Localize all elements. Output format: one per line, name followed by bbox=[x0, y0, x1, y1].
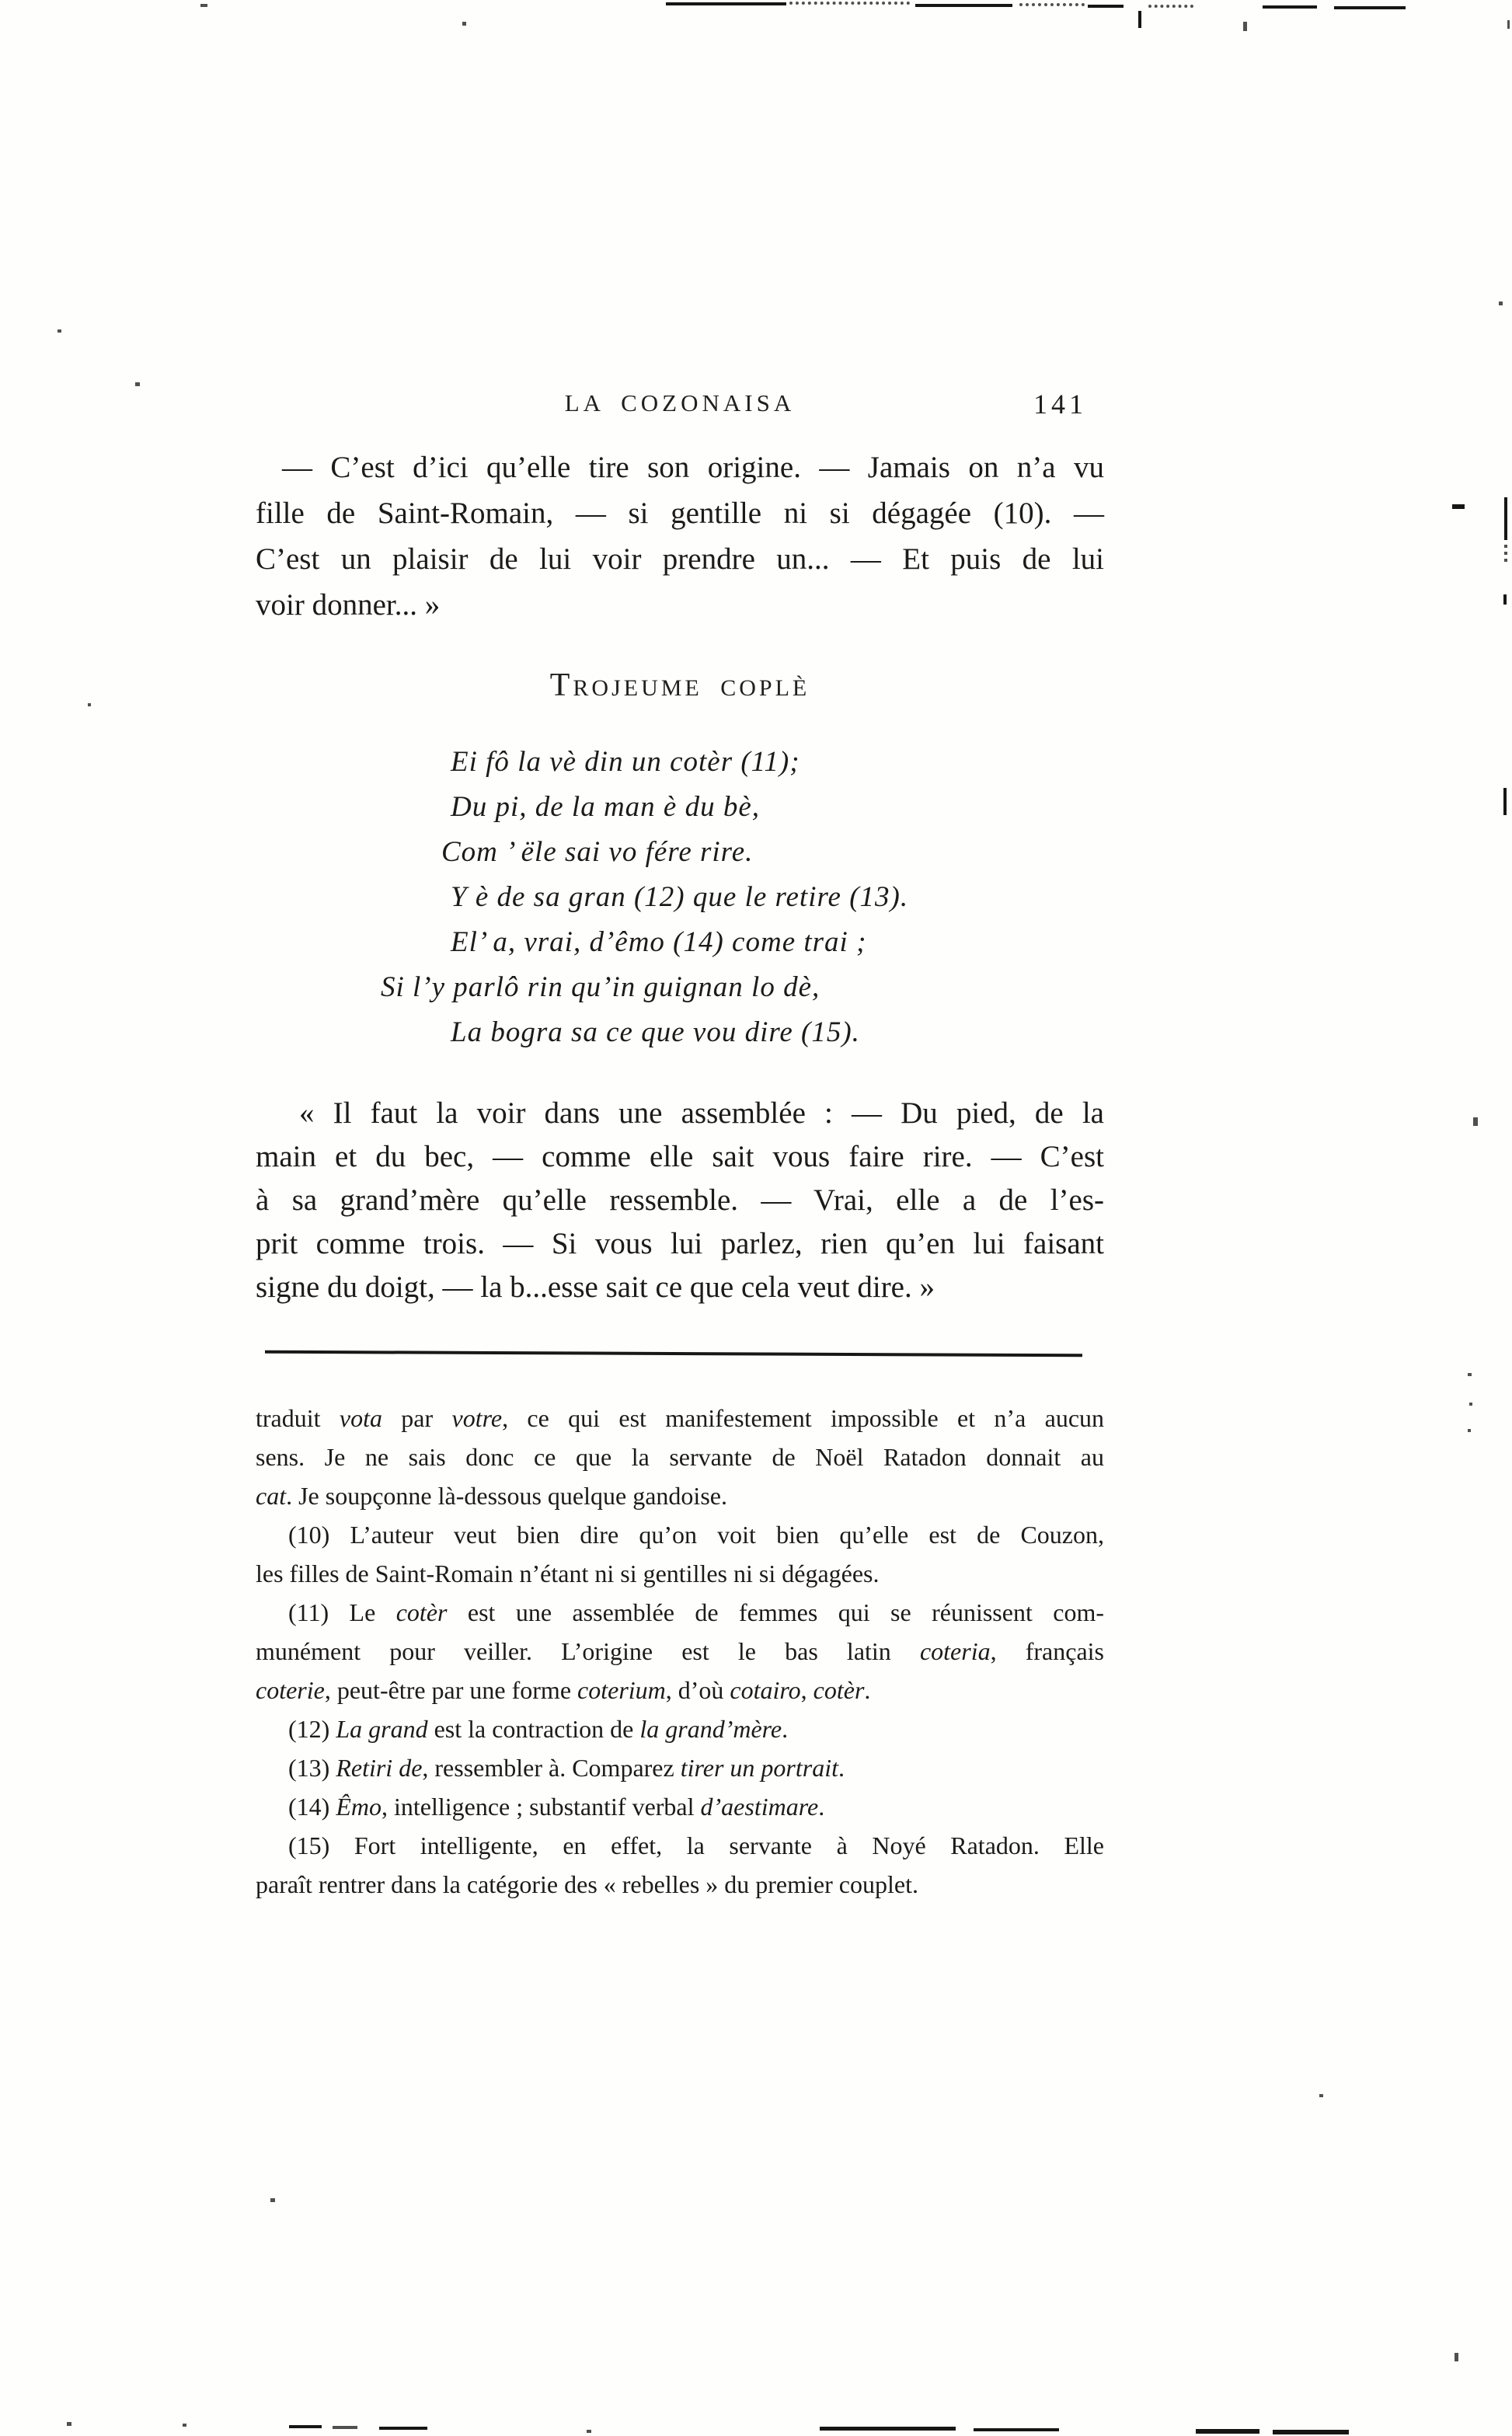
footnote-12 bbox=[256, 1709, 1104, 1748]
scan-artifact bbox=[1499, 301, 1503, 305]
text-line: Si l’y parlô rin qu’in guignan lo dè, bbox=[381, 971, 820, 1003]
text-line: C’est un plaisir de lui voir prendre un... — Et puis de lui bbox=[256, 542, 1104, 576]
scan-artifact bbox=[1504, 552, 1507, 555]
scan-artifact bbox=[1503, 788, 1507, 815]
text-line: main et du bec, — comme elle sait vous faire rire. — C’est bbox=[256, 1140, 1104, 1173]
scan-artifact bbox=[88, 703, 91, 706]
scan-artifact bbox=[1319, 2094, 1323, 2097]
scan-artifact bbox=[379, 2427, 427, 2430]
text-line: El’ a, vrai, d’êmo (14) come trai ; bbox=[451, 926, 867, 958]
scan-artifact bbox=[462, 22, 466, 26]
text-line: Y è de sa gran (12) que le retire (13). bbox=[451, 881, 909, 913]
scan-artifact bbox=[915, 4, 1012, 7]
text-line: Ei fô la vè din un cotèr (11); bbox=[451, 746, 800, 778]
scan-artifact bbox=[1468, 1429, 1471, 1432]
scan-artifact bbox=[1455, 2353, 1458, 2361]
scan-artifact bbox=[1504, 559, 1507, 562]
text-line: à sa grand’mère qu’elle ressemble. — Vrai, elle a de l’es- bbox=[256, 1183, 1104, 1217]
scan-artifact bbox=[1452, 504, 1465, 509]
scan-artifact bbox=[1243, 22, 1247, 31]
page-title: LA COZONAISA bbox=[564, 389, 796, 416]
text-line: munément pour veiller. L’origine est le bas latin coteria, français bbox=[256, 1637, 1105, 1665]
section-heading: TROJEUME COPLÈ bbox=[549, 667, 810, 703]
scan-artifact bbox=[1473, 1117, 1478, 1126]
scan-artifact bbox=[1148, 5, 1193, 11]
footnote-15 bbox=[256, 1826, 1104, 1904]
scan-artifact bbox=[183, 2424, 186, 2427]
text-line: fille de Saint-Romain, — si gentille ni si dégagée (10). — bbox=[256, 497, 1104, 530]
paragraph-opening bbox=[256, 444, 1104, 628]
text-line: La bogra sa ce que vou dire (15). bbox=[451, 1016, 860, 1048]
verse-couplet bbox=[381, 740, 909, 1055]
scan-artifact bbox=[1263, 5, 1317, 9]
text-line: — C’est d’ici qu’elle tire son origine. — Jamais on n’a vu bbox=[282, 451, 1104, 484]
footnote-continuation bbox=[256, 1399, 1104, 1515]
footnote-10 bbox=[256, 1515, 1104, 1593]
footnotes bbox=[256, 1399, 1104, 1904]
running-header bbox=[256, 389, 1104, 420]
text-line: signe du doigt, — la b...esse sait ce que cela veut dire. » bbox=[256, 1270, 935, 1304]
text-line: (13) Retiri de, ressembler à. Comparez tirer un portrait. bbox=[288, 1754, 845, 1782]
scan-artifact bbox=[1503, 594, 1507, 605]
scan-artifact bbox=[1504, 497, 1507, 540]
footnote-13 bbox=[256, 1748, 1104, 1787]
text-line: (15) Fort intelligente, en effet, la servante à Noyé Ratadon. Elle bbox=[288, 1831, 1104, 1859]
text-line: (10) L’auteur veut bien dire qu’on voit bien qu’elle est de Couzon, bbox=[288, 1521, 1104, 1549]
scan-artifact bbox=[1504, 545, 1507, 548]
text-line: cat. Je soupçonne là-dessous quelque gandoise. bbox=[256, 1482, 727, 1510]
footnote-separator bbox=[265, 1350, 1082, 1357]
scan-artifact bbox=[1334, 6, 1406, 9]
scan-artifact bbox=[1138, 11, 1141, 28]
text-line: (12) La grand est la contraction de la grand’mère. bbox=[288, 1715, 789, 1743]
scan-artifact bbox=[67, 2422, 71, 2426]
scan-artifact bbox=[587, 2430, 591, 2433]
scan-artifact bbox=[333, 2426, 357, 2429]
scan-artifact bbox=[270, 2198, 275, 2202]
scan-artifact bbox=[974, 2428, 1059, 2431]
footnote-14 bbox=[256, 1787, 1104, 1826]
paragraph-translation bbox=[256, 1092, 1104, 1309]
scan-artifact bbox=[1468, 1373, 1472, 1376]
scan-artifact bbox=[820, 2427, 956, 2431]
text-line: sens. Je ne sais donc ce que la servante de Noël Ratadon donnait au bbox=[256, 1443, 1104, 1471]
scan-artifact bbox=[200, 4, 207, 7]
text-line: traduit vota par votre, ce qui est manifestement impossible et n’a aucun bbox=[256, 1404, 1105, 1432]
scan-artifact bbox=[1507, 20, 1510, 29]
scan-artifact bbox=[289, 2425, 322, 2428]
scan-artifact bbox=[1273, 2430, 1349, 2434]
text-line: coterie, peut-être par une forme coterium, d’où cotairo, cotèr. bbox=[256, 1676, 871, 1704]
text-line: (14) Êmo, intelligence ; substantif verbal d’aestimare. bbox=[288, 1793, 825, 1821]
page-number: 141 bbox=[1033, 389, 1087, 420]
scan-artifact bbox=[666, 2, 786, 5]
text-line: voir donner... » bbox=[256, 588, 441, 622]
scan-artifact bbox=[1469, 1403, 1472, 1406]
text-line: les filles de Saint-Romain n’étant ni si gentilles ni si dégagées. bbox=[256, 1560, 880, 1587]
text-line: prit comme trois. — Si vous lui parlez, rien qu’en lui faisant bbox=[256, 1227, 1104, 1260]
scan-artifact bbox=[57, 329, 61, 333]
text-line: paraît rentrer dans la catégorie des « rebelles » du premier couplet. bbox=[256, 1870, 918, 1898]
scan-artifact bbox=[135, 382, 140, 386]
scan-artifact bbox=[1019, 3, 1085, 9]
scan-artifact bbox=[1196, 2429, 1259, 2434]
scan-artifact bbox=[789, 2, 910, 8]
scan-artifact bbox=[1088, 5, 1124, 8]
footnote-11 bbox=[256, 1593, 1104, 1709]
text-line: (11) Le cotèr est une assemblée de femmes qui se réunissent com- bbox=[288, 1598, 1105, 1626]
text-line: « Il faut la voir dans une assemblée : — Du pied, de la bbox=[299, 1096, 1104, 1130]
text-line: Du pi, de la man è du bè, bbox=[451, 791, 761, 823]
text-line: Com ’ ële sai vo fére rire. bbox=[441, 836, 754, 868]
